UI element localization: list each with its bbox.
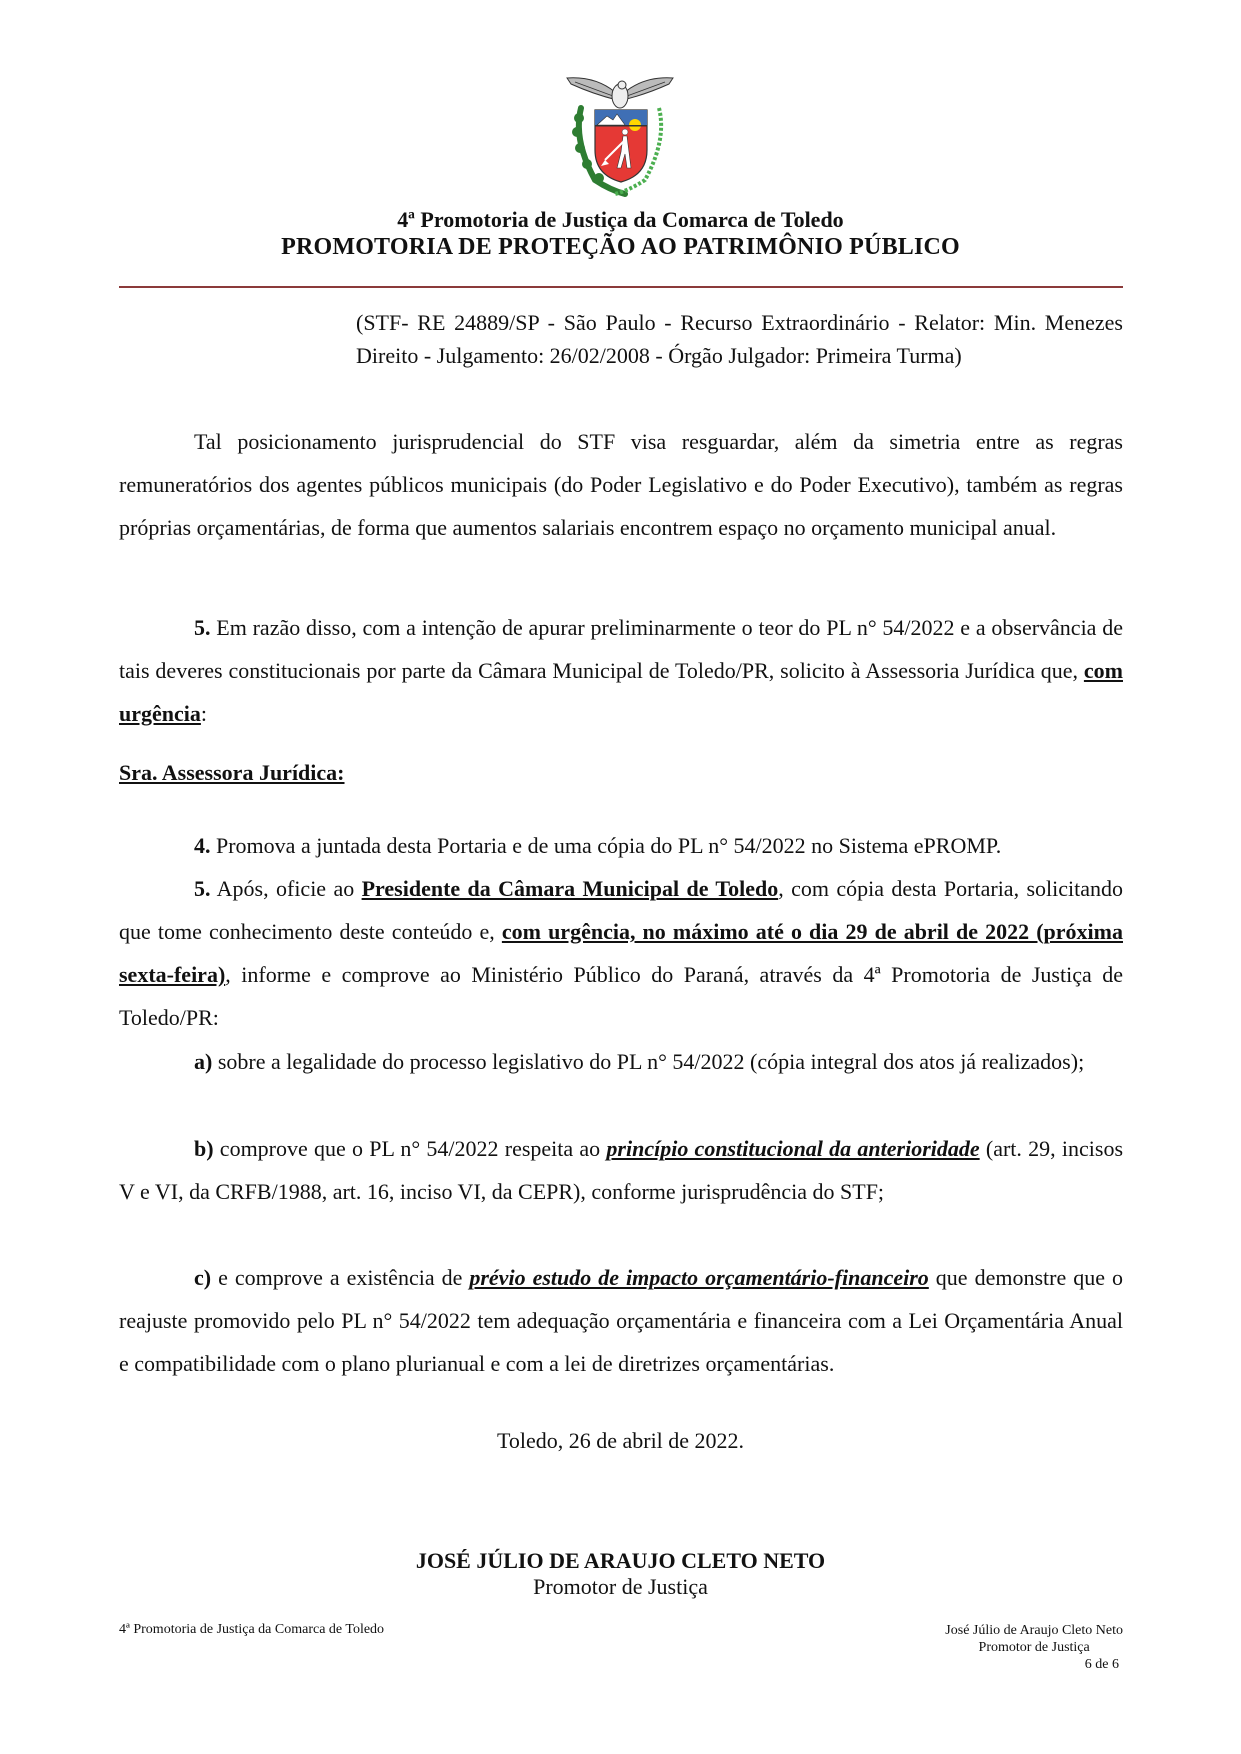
paragraph-text: Após, oficie ao xyxy=(210,876,362,901)
header-divider xyxy=(119,286,1123,288)
paragraph-end: : xyxy=(200,701,208,726)
footer-role: Promotor de Justiça xyxy=(978,1640,1090,1655)
item-number: 5. xyxy=(194,615,211,640)
item-text: sobre a legalidade do processo legislativo do PL n° 54/2022 (cópia integral dos atos já realizados); xyxy=(212,1049,1085,1074)
item-letter: b) xyxy=(194,1136,214,1161)
item-text: que demonstre que o reajuste promovido pelo PL n° 54/2022 tem adequação orçamentária e financeira com a Lei Orçamentária Anual e compatibilidade com o plano plurianual e com a lei de diretrizes orçamentárias. xyxy=(119,1265,1123,1376)
signatory-role: Promotor de Justiça xyxy=(533,1574,708,1599)
item-text: (art. 29, incisos V e VI, da CRFB/1988, art. 16, inciso VI, da CEPR), conforme jurisprudência do STF; xyxy=(119,1136,1124,1204)
paragraph-4-juntada xyxy=(119,824,1123,867)
date-line: Toledo, 26 de abril de 2022. xyxy=(496,1428,745,1453)
principle-emphasis: princípio constitucional da anterioridade xyxy=(606,1136,980,1161)
deadline-emphasis: com urgência, no máximo até o dia 29 de abril de 2022 (próxima sexta-feira) xyxy=(119,919,1123,987)
footer-office: 4ª Promotoria de Justiça da Comarca de Toledo xyxy=(119,1622,385,1637)
page-number: 6 de 6 xyxy=(1084,1657,1119,1672)
case-citation: (STF- RE 24889/SP - São Paulo - Recurso Extraordinário - Relator: Min. Menezes Direito - Julgamento: 26/02/2008 - Órgão Julgador: Primeira Turma) xyxy=(356,310,1123,368)
paragraph-text: , com cópia desta Portaria, solicitando que tome conhecimento deste conteúdo e, xyxy=(119,876,1123,944)
signatory-name: JOSÉ JÚLIO DE ARAUJO CLETO NETO xyxy=(415,1548,826,1573)
footer-signatory xyxy=(945,1622,1123,1673)
addressee-emphasis: Presidente da Câmara Municipal de Toledo xyxy=(361,876,779,901)
item-text: e comprove a existência de xyxy=(211,1265,470,1290)
paragraph-jurisprudence-text: Tal posicionamento jurisprudencial do STF visa resguardar, além da simetria entre as regras remuneratórios dos agentes públicos municipais (do Poder Legislativo e do Poder Executivo), também as regras próprias orçamentárias, de forma que aumentos salariais encontrem espaço no orçamento municipal anual. xyxy=(119,429,1123,540)
impact-study-emphasis: prévio estudo de impacto orçamentário-financeiro xyxy=(469,1265,929,1290)
paragraph-text: Em razão disso, com a intenção de apurar preliminarmente o teor do PL n° 54/2022 e a observância de tais deveres constitucionais por parte da Câmara Municipal de Toledo/PR, solicito à Assessoria Jurídica que, xyxy=(119,615,1123,683)
paragraph-5-oficio xyxy=(119,867,1123,1039)
paragraph-text: Promova a juntada desta Portaria e de uma cópia do PL n° 54/2022 no Sistema ePROMP. xyxy=(210,833,1002,858)
item-b xyxy=(119,1127,1123,1213)
section-heading-assessora: Sra. Assessora Jurídica: xyxy=(119,760,345,785)
item-number: 5. xyxy=(194,876,211,901)
office-subtitle: PROMOTORIA DE PROTEÇÃO AO PATRIMÔNIO PÚBLICO xyxy=(281,234,960,260)
office-title: 4ª Promotoria de Justiça da Comarca de Toledo xyxy=(397,207,844,232)
paragraph-5-request xyxy=(119,606,1123,735)
urgency-emphasis: com urgência xyxy=(119,658,1123,726)
item-letter: a) xyxy=(194,1049,213,1074)
parana-coat-of-arms-icon xyxy=(555,70,685,200)
item-number: 4. xyxy=(194,833,211,858)
item-a xyxy=(119,1040,1123,1083)
paragraph-text: , informe e comprove ao Ministério Público do Paraná, através da 4ª Promotoria de Justiça de Toledo/PR: xyxy=(119,962,1123,1030)
paragraph-jurisprudence xyxy=(119,420,1123,549)
item-letter: c) xyxy=(194,1265,212,1290)
item-text: comprove que o PL n° 54/2022 respeita ao xyxy=(213,1136,607,1161)
footer-name: José Júlio de Araujo Cleto Neto xyxy=(945,1623,1123,1638)
item-c xyxy=(119,1256,1123,1385)
